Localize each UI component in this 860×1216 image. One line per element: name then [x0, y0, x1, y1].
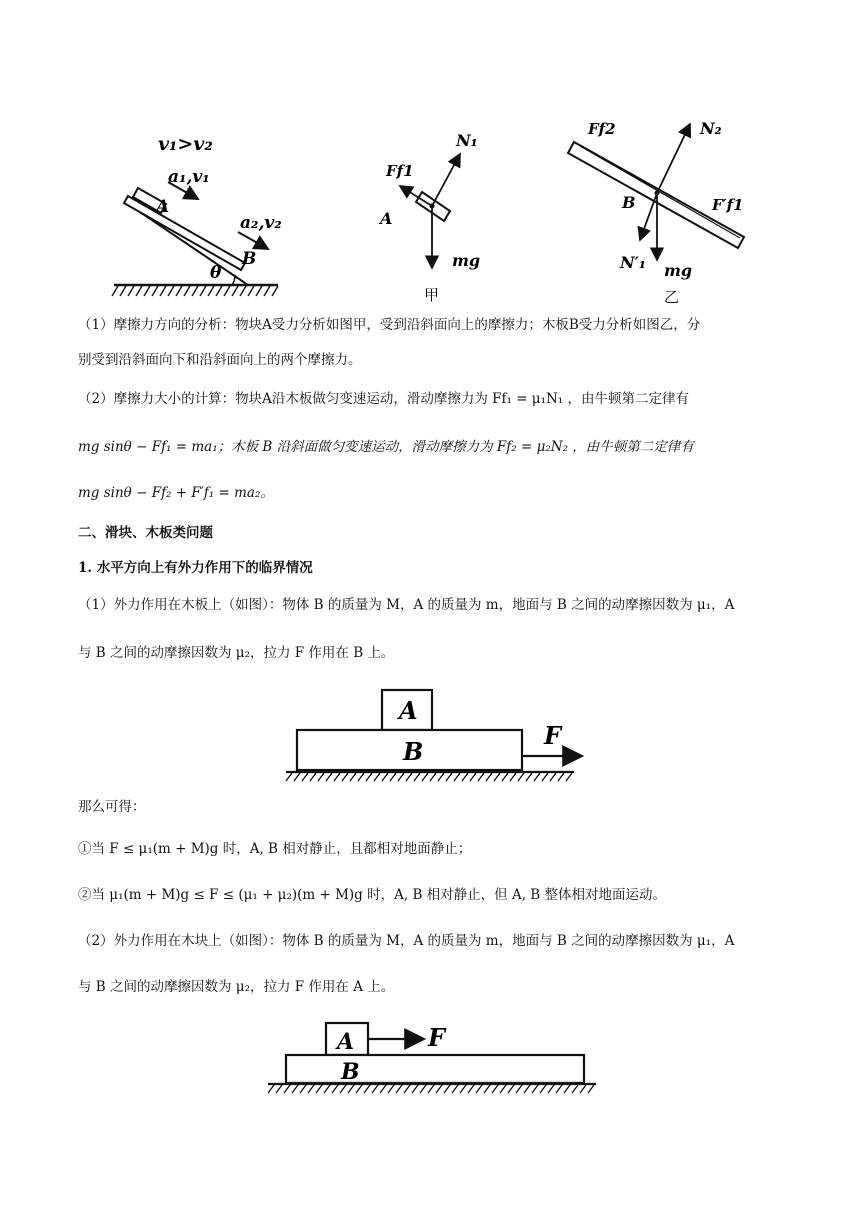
yi-B-label: B [622, 193, 636, 212]
jia-A-label: A [380, 209, 393, 228]
case-2-line-1: （2）外力作用在木块上（如图）：物体 B 的质量为 M，A 的质量为 m，地面与 B 之间的动摩擦因数为 μ₁，A [78, 933, 735, 949]
case-1-line-1: （1）外力作用在木板上（如图）：物体 B 的质量为 M，A 的质量为 m，地面与 B 之间的动摩擦因数为 μ₁，A [78, 597, 735, 613]
yi-mg-label: mg [664, 261, 693, 280]
board-fig1-B-label: B [403, 737, 424, 766]
case-1-line-2: 与 B 之间的动摩擦因数为 μ₂，拉力 F 作用在 B 上。 [78, 645, 395, 661]
figure-jia-block-forces [370, 118, 500, 308]
yi-N1p-label: N′₁ [620, 253, 646, 272]
incline-condition-label: v₁>v₂ [158, 133, 213, 155]
figure-force-on-block [264, 1018, 604, 1098]
section-heading: 二、滑块、木板类问题 [78, 525, 213, 541]
jia-caption: 甲 [424, 286, 440, 304]
board-fig1-F-label: F [544, 721, 562, 750]
yi-Ff1p-label: F′f1 [712, 196, 744, 214]
incline-a2v2-label: a₂,v₂ [240, 213, 282, 233]
paragraph-1-line-1: （1）摩擦力方向的分析：物块A受力分析如图甲，受到沿斜面向上的摩擦力；木板B受力分析如图乙，分 [78, 317, 701, 333]
yi-Ff2-label: Ff2 [588, 120, 616, 138]
result-2: ②当 μ₁(m + M)g ≤ F ≤ (μ₁ + μ₂)(m + M)g 时，A, B 相对静止，但 A, B 整体相对地面运动。 [78, 887, 666, 903]
incline-a1v1-label: a₁,v₁ [168, 167, 210, 187]
paragraph-2-line-1: （2）摩擦力大小的计算：物块A沿木板做匀变速运动，滑动摩擦力为 Ff₁ = μ₁N₁ ，由牛顿第二定律有 [78, 391, 689, 407]
yi-N2-label: N₂ [700, 119, 722, 138]
incline-theta-label: θ [210, 263, 222, 283]
incline-B-label: B [242, 249, 257, 269]
jia-N1-label: N₁ [456, 131, 478, 150]
board-fig2-F-label: F [428, 1023, 446, 1052]
jia-Ff1-label: Ff1 [386, 162, 414, 180]
figure-force-on-board [282, 684, 592, 782]
paragraph-2-line-3: mg sinθ − Ff₂ + F′f₁ = ma₂。 [78, 485, 274, 501]
result-1: ①当 F ≤ μ₁(m + M)g 时，A, B 相对静止，且都相对地面静止； [78, 841, 472, 857]
board-fig1-A-label: A [399, 696, 418, 725]
paragraph-1-line-2: 别受到沿斜面向下和沿斜面向上的两个摩擦力。 [78, 352, 362, 368]
yi-caption: 乙 [664, 288, 680, 306]
subsection-heading: 1. 水平方向上有外力作用下的临界情况 [78, 560, 313, 576]
therefore-text: 那么可得： [78, 799, 146, 815]
board-fig2-B-label: B [341, 1059, 360, 1085]
case-2-line-2: 与 B 之间的动摩擦因数为 μ₂，拉力 F 作用在 A 上。 [78, 979, 395, 995]
board-fig2-A-label: A [337, 1029, 355, 1055]
figure-incline [110, 120, 290, 305]
incline-A-label: A [156, 197, 170, 217]
figure-yi-board-forces [560, 110, 760, 310]
paragraph-2-line-2: mg sinθ − Ff₁ = ma₁；木板 B 沿斜面做匀变速运动，滑动摩擦力为 Ff₂ = μ₂N₂ ，由牛顿第二定律有 [78, 439, 694, 455]
jia-mg-label: mg [452, 251, 481, 270]
